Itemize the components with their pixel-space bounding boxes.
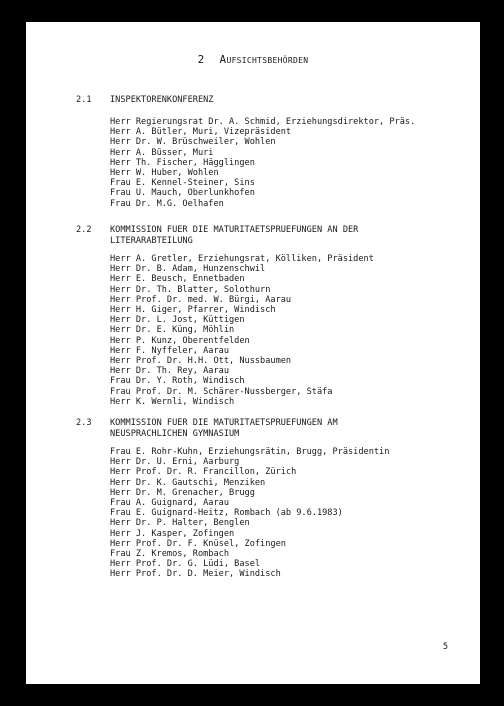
section-title: KOMMISSION FUER DIE MATURITAETSPRUEFUNGEN AM NEUSPRACHLICHEN GYMNASIUM bbox=[110, 418, 338, 439]
member-entry: Herr Dr. B. Adam, Hunzenschwil bbox=[110, 264, 266, 275]
member-list bbox=[110, 254, 374, 407]
member-entry: Frau U. Mauch, Oberlunkhofen bbox=[110, 188, 255, 199]
member-entry: Frau E. Rohr-Kuhn, Erziehungsrätin, Brugg, Präsidentin bbox=[110, 447, 390, 457]
member-entry: Herr Dr. W. Brüschweiler, Wohlen bbox=[110, 137, 276, 148]
member-entry: Frau E. Guignard-Heitz, Rombach (ab 9.6.1983) bbox=[110, 508, 343, 519]
member-entry: Herr Dr. E. Küng, Möhlin bbox=[110, 325, 235, 336]
member-entry: Herr Th. Fischer, Hägglingen bbox=[110, 157, 255, 168]
member-entry: Frau Z. Kremos, Rombach bbox=[110, 549, 229, 560]
member-entry: Frau Prof. Dr. M. Schärer-Nussberger, Stäfa bbox=[110, 386, 333, 397]
member-entry: Frau Dr. M.G. Oelhafen bbox=[110, 198, 224, 209]
member-entry: Herr A. Bütler, Muri, Vizepräsident bbox=[110, 127, 292, 138]
member-entry: Herr Regierungsrat Dr. A. Schmid, Erziehungsdirektor, Präs. bbox=[110, 117, 416, 127]
member-entry: Herr Prof. Dr. med. W. Bürgi, Aarau bbox=[110, 294, 292, 305]
section-number: 2.3 bbox=[76, 418, 92, 428]
member-entry: Herr Dr. M. Grenacher, Brugg bbox=[110, 487, 255, 498]
member-list bbox=[110, 447, 389, 580]
member-entry: Herr F. Nyffeler, Aarau bbox=[110, 345, 229, 356]
section-number: 2.1 bbox=[76, 95, 92, 105]
member-entry: Herr K. Wernli, Windisch bbox=[110, 396, 235, 407]
chapter-number: 2 bbox=[197, 53, 205, 66]
page-number: 5 bbox=[442, 642, 448, 652]
member-entry: Frau Dr. Y. Roth, Windisch bbox=[110, 376, 245, 387]
chapter-heading bbox=[26, 53, 480, 66]
member-entry: Herr A. Büsser, Muri bbox=[110, 147, 214, 158]
section-number: 2.2 bbox=[76, 225, 92, 235]
member-entry: Herr Prof. Dr. D. Meier, Windisch bbox=[110, 569, 281, 580]
member-entry: Herr Dr. Th. Rey, Aarau bbox=[110, 366, 229, 377]
section-title: KOMMISSION FUER DIE MATURITAETSPRUEFUNGEN AN DER LITERARABTEILUNG bbox=[110, 225, 359, 246]
member-entry: Herr H. Giger, Pfarrer, Windisch bbox=[110, 305, 276, 316]
member-entry: Herr Dr. Th. Blatter, Solothurn bbox=[110, 284, 271, 295]
member-entry: Herr W. Huber, Wohlen bbox=[110, 168, 219, 179]
member-entry: Herr Prof. Dr. H.H. Ott, Nussbaumen bbox=[110, 356, 292, 367]
member-entry: Frau E. Kennel-Steiner, Sins bbox=[110, 178, 255, 189]
member-entry: Herr A. Gretler, Erziehungsrat, Kölliken, Präsident bbox=[110, 254, 374, 264]
member-entry: Herr J. Kasper, Zofingen bbox=[110, 528, 235, 539]
member-entry: Herr Prof. Dr. R. Francillon, Zürich bbox=[110, 467, 297, 478]
member-entry: Herr Prof. Dr. G. Lüdi, Basel bbox=[110, 559, 261, 570]
member-entry: Herr Dr. P. Halter, Benglen bbox=[110, 518, 250, 529]
document-page bbox=[26, 22, 480, 684]
chapter-title: Aufsichtsbehörden bbox=[219, 53, 309, 66]
section-title: INSPEKTORENKONFERENZ bbox=[110, 95, 214, 105]
member-entry: Herr Dr. U. Erni, Aarburg bbox=[110, 457, 240, 468]
member-list bbox=[110, 117, 415, 209]
member-entry: Herr Dr. L. Jost, Küttigen bbox=[110, 315, 245, 326]
member-entry: Herr E. Beusch, Ennetbaden bbox=[110, 274, 245, 285]
member-entry: Herr P. Kunz, Oberentfelden bbox=[110, 335, 250, 346]
member-entry: Herr Prof. Dr. F. Knüsel, Zofingen bbox=[110, 538, 286, 549]
member-entry: Herr Dr. K. Gautschi, Menziken bbox=[110, 477, 266, 488]
member-entry: Frau A. Guignard, Aarau bbox=[110, 498, 229, 509]
